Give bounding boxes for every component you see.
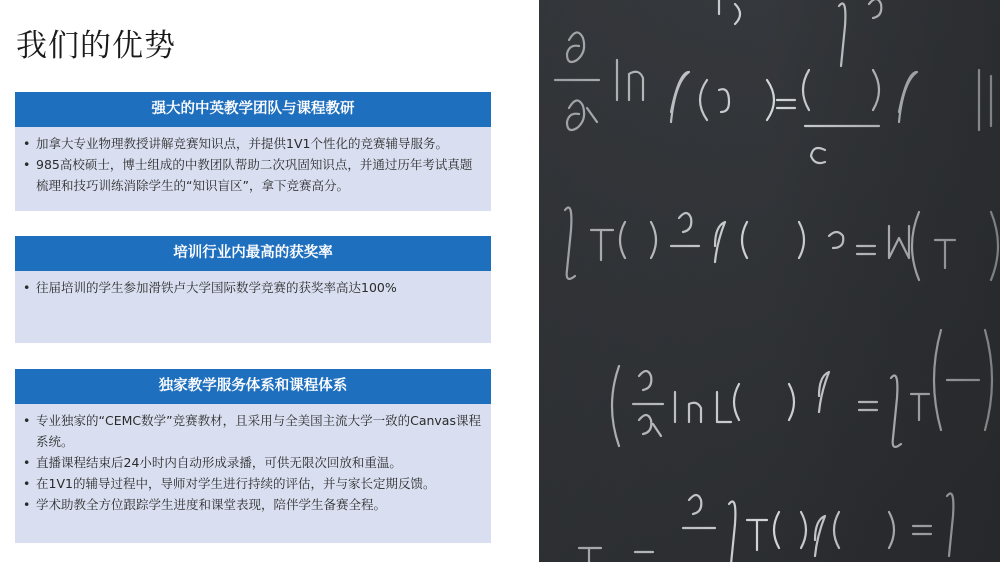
advantage-card-award-rate: [15, 236, 491, 343]
list-item: [23, 494, 483, 515]
bullet-icon: •: [23, 136, 31, 151]
advantage-card-team: [15, 92, 491, 211]
blackboard-formula-image: [539, 0, 1000, 562]
card-heading: 强大的中英教学团队与课程教研: [15, 92, 491, 127]
list-item-text: 往届培训的学生参加滑铁卢大学国际数学竞赛的获奖率高达100%: [36, 280, 397, 295]
blackboard-illustration: [539, 0, 1000, 562]
list-item: [23, 277, 483, 298]
bullet-icon: •: [23, 413, 31, 428]
list-item: [23, 154, 483, 196]
list-item-text: 985高校硕士，博士组成的中教团队帮助二次巩固知识点，并通过历年考试真题梳理和技巧训练消除学生的“知识盲区”，拿下竞赛高分。: [36, 157, 473, 193]
bullet-icon: •: [23, 157, 31, 172]
list-item: [23, 473, 483, 494]
card-heading: 独家教学服务体系和课程体系: [15, 369, 491, 404]
bullet-icon: •: [23, 497, 31, 512]
list-item-text: 直播课程结束后24小时内自动形成录播，可供无限次回放和重温。: [36, 455, 402, 470]
list-item: [23, 452, 483, 473]
list-item: [23, 410, 483, 452]
list-item-text: 在1V1的辅导过程中，导师对学生进行持续的评估，并与家长定期反馈。: [36, 476, 436, 491]
bullet-icon: •: [23, 476, 31, 491]
list-item-text: 加拿大专业物理教授讲解竞赛知识点，并提供1V1个性化的竞赛辅导服务。: [36, 136, 448, 151]
list-item-text: 学术助教全方位跟踪学生进度和课堂表现，陪伴学生备赛全程。: [36, 497, 387, 512]
card-heading: 培训行业内最高的获奖率: [15, 236, 491, 271]
list-item-text: 专业独家的“CEMC数学”竞赛教材，且采用与全美国主流大学一致的Canvas课程系统。: [36, 413, 481, 449]
list-item: [23, 133, 483, 154]
advantage-card-service-system: [15, 369, 491, 543]
page-title: 我们的优势: [16, 28, 176, 64]
bullet-icon: •: [23, 280, 31, 295]
bullet-icon: •: [23, 455, 31, 470]
